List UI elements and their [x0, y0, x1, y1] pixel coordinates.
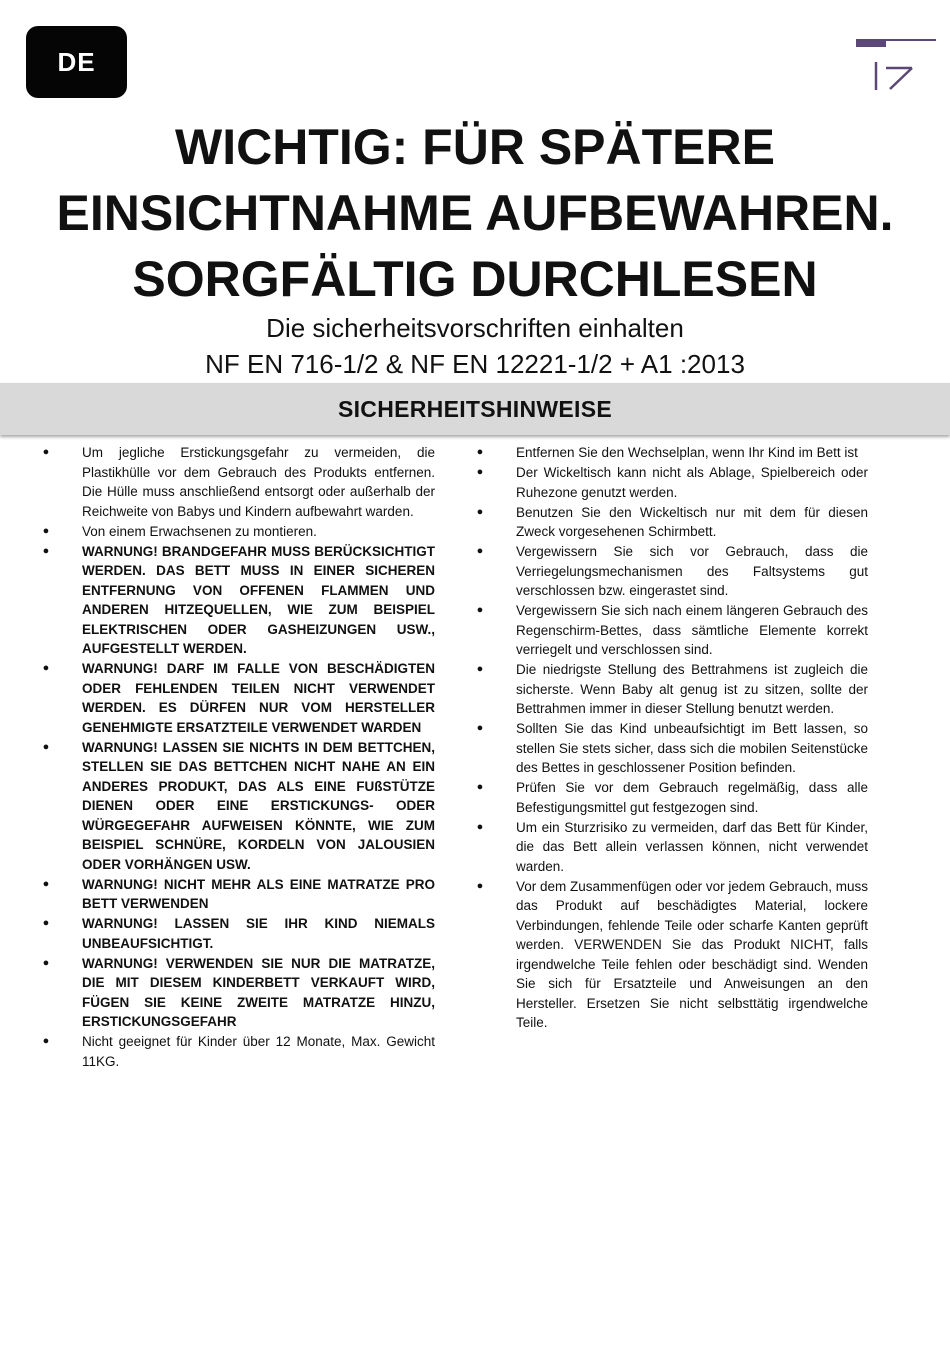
safety-item-text: WARNUNG! NICHT MEHR ALS EINE MATRATZE PRO BETT VERWENDEN — [82, 876, 435, 911]
safety-item-text: Prüfen Sie vor dem Gebrauch regelmäßig, dass alle Befestigungsmittel gut festgezogen sind. — [516, 780, 868, 815]
bullet-icon: ● — [476, 446, 484, 458]
safety-item — [36, 738, 435, 875]
title-line: WICHTIG: FÜR SPÄTERE — [175, 119, 775, 175]
safety-item — [36, 659, 435, 737]
bullet-icon: ● — [42, 956, 50, 969]
bullet-icon: ● — [476, 545, 484, 557]
safety-item — [36, 443, 435, 521]
safety-item-text: Vergewissern Sie sich nach einem längeren Gebrauch des Regenschirm-Bettes, dass sämtliche Elemente korrekt verriegelt und verschlossen sind. — [516, 603, 868, 657]
bullet-icon: ● — [476, 879, 484, 892]
bullet-icon: ● — [476, 505, 484, 518]
safety-item — [470, 719, 868, 778]
bullet-icon: ● — [476, 722, 484, 734]
subtitle-line: Die sicherheitsvorschriften einhalten — [266, 313, 684, 343]
page-title — [40, 114, 910, 312]
safety-item-text: WARNUNG! LASSEN SIE IHR KIND NIEMALS UNBEAUFSICHTIGT. — [82, 916, 435, 951]
safety-list-right — [470, 443, 868, 1033]
safety-item-text: WARNUNG! LASSEN SIE NICHTS IN DEM BETTCHEN, STELLEN SIE DAS BETTCHEN NICHT NAHE AN EIN ANDERES PRODUKT, DAS ALS EINE FUßSTÜTZE DIENEN ODER EINE ERSTICKUNGS- ODER WÜRGEGEFAHR AUFWEISEN KÖNNTE, WIE ZUM BEISPIEL SCHNÜRE, KORDELN VON JALOUSIEN ODER VORHÄNGEN USW. — [82, 739, 435, 872]
safety-item-text: Vor dem Zusammenfügen oder vor jedem Gebrauch, muss das Produkt auf beschädigtes Material, lockere Verbindungen, fehlende Teile oder scharfe Kanten geprüft werden. VERWENDEN Sie das Produkt NICHT, falls irgendwelche Teile fehlen oder beschädigt sind. Wenden Sie sich für Ersatzteile und Anweisungen an den Hersteller. Ersetzen Sie nicht selbsttätig irgendwelche Teile. — [516, 878, 868, 1030]
section-title: SICHERHEITSHINWEISE — [337, 395, 613, 422]
bullet-icon: ● — [476, 466, 484, 478]
safety-item-text: WARNUNG! DARF IM FALLE VON BESCHÄDIGTEN ODER FEHLENDEN TEILEN NICHT VERWENDET WERDEN. ES DÜRFEN NUR VOM HERSTELLER GENEHMIGTE ERSATZTEILE VERWENDET WARDEN — [82, 661, 435, 735]
safety-item-text: Sollten Sie das Kind unbeaufsichtigt im Bett lassen, so stellen Sie stets sicher, dass sich die mobilen Seitenstücke des Bettes in geschlossener Position befinden. — [516, 721, 868, 775]
safety-item-text: Von einem Erwachsenen zu montieren. — [82, 523, 317, 539]
section-header — [0, 383, 950, 435]
bullet-icon: ● — [42, 446, 50, 458]
safety-list-left — [36, 443, 435, 1072]
title-line: EINSICHTNAHME AUFBEWAHREN. — [56, 185, 894, 241]
safety-item-text: Um ein Sturzrisiko zu vermeiden, darf das Bett für Kinder, die das Bett allein verlassen können, nicht verwendet warden. — [516, 819, 868, 874]
safety-item — [470, 503, 868, 542]
bullet-icon: ● — [476, 663, 484, 675]
safety-item-text: Um jegliche Erstickungsgefahr zu vermeiden, die Plastikhülle vor dem Gebrauch des Produkts entfernen. Die Hülle muss anschließend entsorgt oder außerhalb der Reichweite von Babys und Kindern aufbewahrt warden. — [82, 445, 435, 519]
safety-item — [470, 463, 868, 502]
bullet-icon: ● — [476, 781, 484, 793]
bullet-icon: ● — [42, 740, 50, 753]
safety-item-text: Die niedrigste Stellung des Bettrahmens ist zugleich die sicherste. Wenn Baby alt genug ist zu sitzen, sollte der Bettrahmen immer in dieser Stellung benutzt werden. — [516, 662, 868, 716]
safety-item — [470, 660, 868, 719]
bullet-icon: ● — [42, 1035, 50, 1047]
brand-logo-icon — [850, 34, 940, 96]
subtitle-line: NF EN 716-1/2 & NF EN 12221-1/2 + A1 :2013 — [205, 349, 745, 379]
safety-item — [470, 877, 868, 1033]
bullet-icon: ● — [42, 662, 50, 674]
safety-item — [470, 601, 868, 660]
safety-item — [36, 542, 435, 659]
bullet-icon: ● — [476, 604, 484, 616]
bullet-icon: ● — [42, 544, 50, 557]
safety-item — [36, 954, 435, 1032]
safety-item — [36, 875, 435, 914]
bullet-icon: ● — [42, 917, 50, 929]
language-badge — [26, 26, 127, 98]
bullet-icon: ● — [42, 877, 50, 890]
safety-item — [36, 522, 435, 542]
safety-item — [36, 1032, 435, 1071]
bullet-icon: ● — [476, 820, 484, 833]
safety-item — [470, 818, 868, 877]
safety-item — [470, 443, 868, 463]
safety-item-text: Der Wickeltisch kann nicht als Ablage, Spielbereich oder Ruhezone genutzt werden. — [516, 465, 868, 500]
language-badge-label: DE — [57, 46, 96, 77]
safety-item-text: Benutzen Sie den Wickeltisch nur mit dem für diesen Zweck vorgesehenen Schirmbett. — [516, 504, 868, 539]
safety-item-text: Entfernen Sie den Wechselplan, wenn Ihr Kind im Bett ist — [516, 445, 858, 460]
safety-item — [470, 542, 868, 601]
safety-item-text: Nicht geeignet für Kinder über 12 Monate, Max. Gewicht 11KG. — [82, 1034, 435, 1069]
page-subtitle — [40, 310, 910, 382]
safety-item — [36, 914, 435, 953]
title-line: SORGFÄLTIG DURCHLESEN — [132, 251, 818, 307]
safety-item-text: WARNUNG! BRANDGEFAHR MUSS BERÜCKSICHTIGT WERDEN. DAS BETT MUSS IN EINER SICHEREN ENTFERNUNG VON OFFENEN FLAMMEN UND ANDEREN HITZEQUELLEN, WIE ZUM BEISPIEL ELEKTRISCHEN ODER GASHEIZUNGEN USW., AUFGESTELLT WERDEN. — [82, 543, 435, 656]
safety-item-text: WARNUNG! VERWENDEN SIE NUR DIE MATRATZE, DIE MIT DIESEM KINDERBETT VERKAUFT WIRD, FÜGEN SIE KEINE ZWEITE MATRATZE HINZU, ERSTICKUNGSGEFAHR — [82, 955, 435, 1029]
safety-item-text: Vergewissern Sie sich vor Gebrauch, dass die Verriegelungsmechanismen des Faltsystems gut verschlossen bzw. eingerastet sind. — [516, 544, 868, 598]
safety-item — [470, 778, 868, 817]
bullet-icon: ● — [42, 524, 50, 537]
